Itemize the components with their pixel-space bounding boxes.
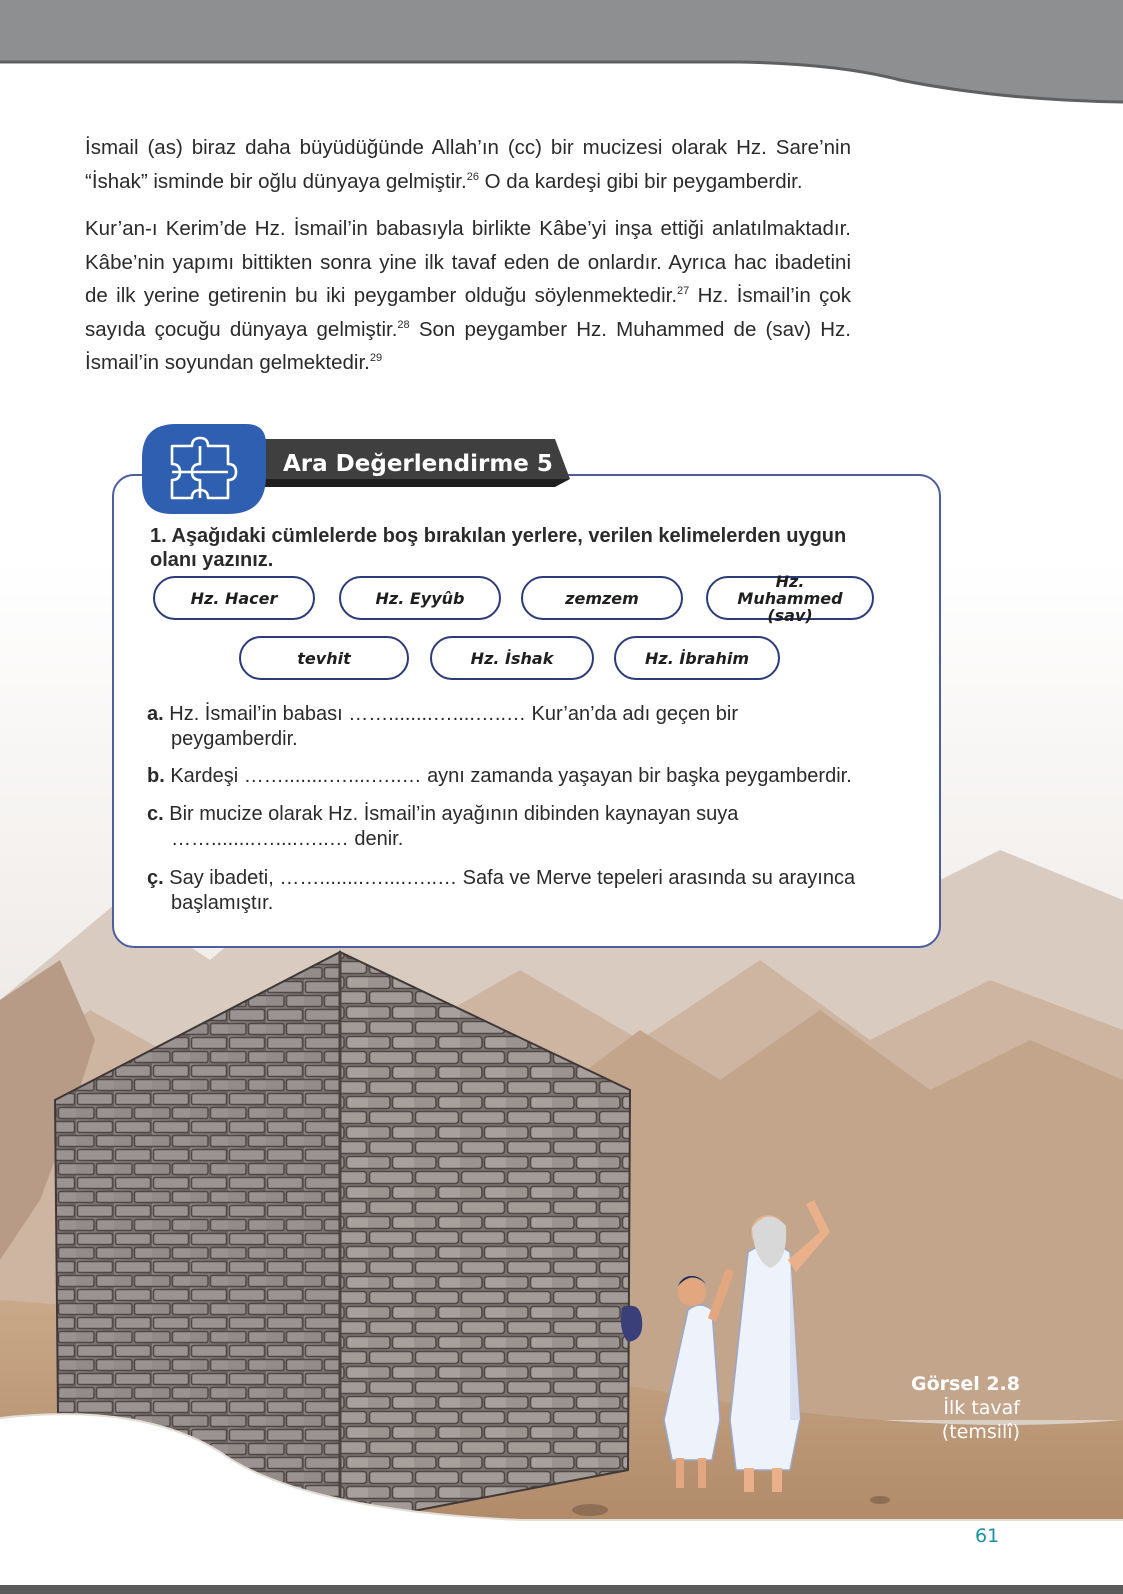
paragraph-text: Son peygamber Hz. Muhammed de (sav) Hz. İsmail’in soyundan gelmektedir. [85, 317, 851, 374]
paragraph-text: Hz. İsmail’in çok sayıda çocuğu dünyaya gelmiştir. [85, 284, 851, 341]
paragraph-text: O da kardeşi gibi bir peygamberdir. [478, 169, 803, 193]
paragraph-text: İsmail (as) biraz daha büyüdüğünde Allah’ın (cc) bir mucizesi olarak Hz. Sare’nin “İshak” isminde bir oğlu dünyaya gelmiştir. [85, 136, 851, 193]
item-letter: c. [147, 803, 164, 825]
word-chip-hz-eyyub: Hz. Eyyûb [339, 576, 501, 620]
word-chip-hz-muhammed: Hz. Muhammed (sav) [706, 576, 874, 620]
item-text: Say ibadeti, ……........…....…..… Safa ve Merve tepeleri arasında su arayınca başlamıştır. [169, 867, 856, 914]
word-chip-hz-ishak: Hz. İshak [430, 636, 594, 680]
item-text: Hz. İsmail’in babası ……........…....…..… Kur’an’da adı geçen bir peygamberdir. [169, 703, 738, 750]
item-letter: b. [147, 765, 165, 787]
footnote-ref: 28 [397, 318, 410, 331]
puzzle-icon [142, 424, 266, 514]
intro-paragraph [85, 131, 851, 198]
word-chip-hz-ibrahim: Hz. İbrahim [614, 636, 780, 680]
footnote-ref: 26 [466, 170, 479, 183]
question-item-a [147, 702, 811, 752]
question-item-c [147, 802, 821, 852]
caption-line: (temsilî) [941, 1421, 1020, 1443]
page-number: 61 [975, 1525, 1000, 1547]
word-chip-hz-hacer: Hz. Hacer [153, 576, 315, 620]
word-chip-tevhit: tevhit [239, 636, 409, 680]
item-text: Bir mucize olarak Hz. İsmail’in ayağının dibinden kaynayan suya ……........…....…..… denir. [169, 803, 739, 850]
caption-line: İlk tavaf [943, 1397, 1020, 1419]
activity-title: Ara Değerlendirme 5 [283, 451, 553, 477]
word-chip-zemzem: zemzem [521, 576, 683, 620]
figure-caption [911, 1372, 1020, 1444]
footnote-ref: 29 [369, 352, 383, 365]
question-item-cc [147, 866, 941, 916]
footnote-ref: 27 [677, 285, 690, 298]
item-letter: a. [147, 703, 164, 725]
paragraph-text: Kur’an-ı Kerim’de Hz. İsmail’in babasıyla birlikte Kâbe’yi inşa ettiği anlatılmaktadır. Kâbe’nin yapımı bittikten sonra yine ilk tavaf eden de onlardır. Ayrıca hac ibadetini de ilk yerine getirenin bu iki peygamber olduğu söylenmektedir. [85, 217, 851, 307]
caption-title: Görsel 2.8 [911, 1373, 1020, 1395]
item-letter: ç. [147, 867, 164, 889]
question-item-b [147, 764, 951, 789]
question-text: 1. Aşağıdaki cümlelerde boş bırakılan yerlere, verilen kelimelerden uygun olanı yazınız. [150, 525, 847, 571]
kaaba-paragraph [85, 212, 851, 380]
item-text: Kardeşi ……........…....…..… aynı zamanda yaşayan bir başka peygamberdir. [170, 765, 852, 787]
